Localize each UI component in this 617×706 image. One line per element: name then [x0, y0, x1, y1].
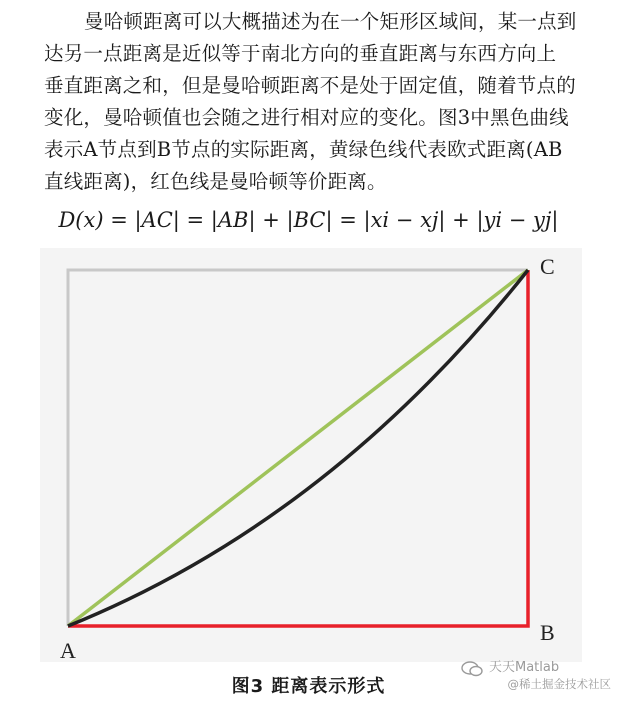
point-label-b: B: [540, 620, 555, 645]
paragraph-line: 变化，曼哈顿值也会随之进行相对应的变化。图3中黑色曲线: [44, 106, 569, 129]
paragraph-line: 垂直距离之和，但是曼哈顿距离不是处于固定值，随着节点的: [44, 74, 576, 97]
watermark: [461, 660, 611, 692]
chat-bubble-icon: [461, 660, 483, 678]
paragraph-line: 达另一点距离是近似等于南北方向的垂直距离与东西方向上: [44, 42, 557, 65]
point-label-c: C: [540, 254, 555, 279]
paragraph-line: 直线距离)，红色线是曼哈顿等价距离。: [44, 170, 387, 193]
watermark-channel: 天天Matlab: [489, 660, 560, 675]
paragraph-line: 表示A节点到B节点的实际距离，黄绿色线代表欧式距离(AB: [44, 138, 563, 161]
figure-background: [40, 248, 582, 662]
watermark-community: @稀土掘金技术社区: [507, 677, 611, 691]
distance-formula: D(x) = |AC| = |AB| + |BC| = |xi − xj| + |yi − yj|: [58, 208, 559, 232]
paragraph-line: 曼哈顿距离可以大概描述为在一个矩形区域间，某一点到: [84, 10, 577, 33]
figure-caption: 图3 距离表示形式: [231, 676, 386, 697]
point-label-a: A: [60, 638, 76, 663]
